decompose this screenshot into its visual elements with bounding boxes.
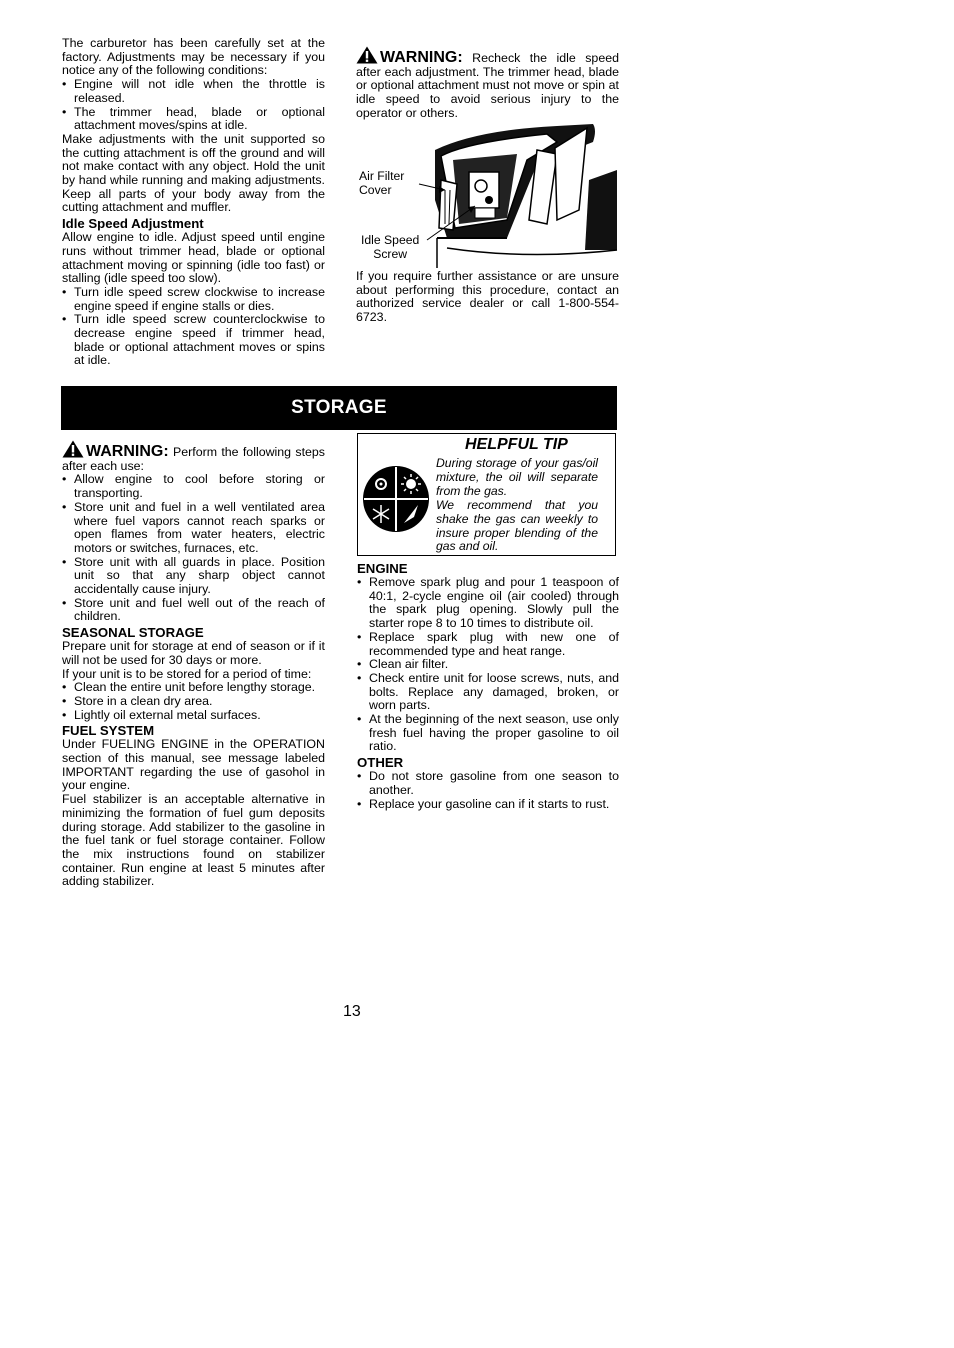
helpful-tip-box <box>357 433 616 556</box>
list-item: • Store unit and fuel in a well ventilated area where fuel vapors cannot reach sparks or open flames from water heaters, electric motors or switches, furnaces, etc. <box>62 501 325 556</box>
adjust-note: Make adjustments with the unit supported so the cutting attachment is off the ground and will not make contact with any object. Hold the unit by hand while running and making adjustments. Keep all parts of your body away from the cutting attachment and muffler. <box>62 131 325 215</box>
idle-steps-list <box>62 286 325 368</box>
idle-speed-text: Allow engine to idle. Adjust speed until engine runs without trimmer head, blade or optional attachment moving or spinning (idle too fast) or stalling (idle speed too slow). <box>62 230 325 286</box>
helpful-tip-title: HELPFUL TIP <box>465 436 568 453</box>
air-filter-label <box>359 170 404 197</box>
storage-warning <box>62 440 325 473</box>
assistance-block <box>356 270 619 325</box>
label-line: Screw <box>373 246 408 261</box>
label-line: Idle Speed <box>361 233 420 247</box>
list-item: • At the beginning of the next season, use only fresh fuel having the proper gasoline to oil ratio. <box>357 713 619 754</box>
idle-speed-heading: Idle Speed Adjustment <box>62 216 204 232</box>
warning-label: WARNING: <box>86 443 169 460</box>
list-item: • Allow engine to cool before storing or transporting. <box>62 473 325 500</box>
warning-triangle-icon <box>356 46 378 64</box>
label-line: Air Filter <box>359 169 405 183</box>
list-item: • Check entire unit for loose screws, nuts, and bolts. Replace any damaged, broken, or worn parts. <box>357 672 619 713</box>
seasonal-storage-heading: SEASONAL STORAGE <box>62 625 204 641</box>
carburetor-figure <box>357 120 619 268</box>
list-item: • Clean air filter. <box>357 658 619 672</box>
other-heading: OTHER <box>357 755 404 771</box>
helpful-tip-text <box>436 457 598 554</box>
engine-heading: ENGINE <box>357 561 408 576</box>
seasonal-steps-list <box>62 681 325 722</box>
warning-label: WARNING: <box>380 49 463 66</box>
label-line: Cover <box>359 182 392 197</box>
four-seasons-icon <box>362 465 430 533</box>
other-steps-list <box>357 770 619 811</box>
list-item: • Engine will not idle when the throttle is released. <box>62 78 325 105</box>
list-item: • Replace your gasoline can if it starts to rust. <box>357 798 619 812</box>
list-item: • Remove spark plug and pour 1 teaspoon of 40:1, 2-cycle engine oil (air cooled) through the spark plug opening. Slowly pull the starter rope 8 to 10 times to distribute oil. <box>357 576 619 631</box>
warning-steps-list <box>62 473 325 624</box>
warning-text: Recheck the idle speed after each adjustment. The trimmer head, blade or optional attachment must not move or spin at idle speed to avoid serious injury to the operator or others. <box>356 51 619 120</box>
storage-right-column <box>357 560 619 811</box>
carburetor-intro: The carburetor has been carefully set at the factory. Adjustments may be necessary if you notice any of the following conditions: <box>62 36 325 78</box>
list-item: • Turn idle speed screw counterclockwise to decrease engine speed if trimmer head, blade or optional attachment moves or spins at idle. <box>62 313 325 368</box>
right-top-column <box>356 46 619 121</box>
warning-triangle-icon <box>62 440 84 458</box>
list-item: • Lightly oil external metal surfaces. <box>62 709 325 723</box>
fuel-p2: Fuel stabilizer is an acceptable alternative in minimizing the formation of fuel gum deposits during storage. Add stabilizer to the gasoline in the fuel tank or fuel storage container. Follow the mix instructions found on stabilizer container. Run engine at least 5 minutes after adding stabilizer. <box>62 792 325 889</box>
page-number: 13 <box>343 1003 361 1020</box>
idle-speed-screw-label <box>361 234 419 261</box>
list-item: • Turn idle speed screw clockwise to increase engine speed if engine stalls or dies. <box>62 286 325 313</box>
list-item: • Clean the entire unit before lengthy storage. <box>62 681 325 695</box>
assistance-text: If you require further assistance or are unsure about performing this procedure, contact an authorized service dealer or call 1-800-554-6723. <box>356 269 619 325</box>
seasonal-p2: If your unit is to be stored for a period of time: <box>62 666 312 681</box>
engine-steps-list <box>357 576 619 754</box>
warning-text: Perform the following steps after each use: <box>62 445 325 473</box>
list-item: • Store unit with all guards in place. Position unit so that any sharp object cannot accidentally cause injury. <box>62 556 325 597</box>
storage-banner: STORAGE <box>61 386 617 430</box>
list-item: • Store unit and fuel well out of the reach of children. <box>62 597 325 624</box>
left-top-column <box>62 37 325 368</box>
tip-text-2: We recommend that you shake the gas can weekly to insure proper blending of the gas and oil. <box>436 497 598 554</box>
idle-warning <box>356 46 619 121</box>
list-item: • Do not store gasoline from one season to another. <box>357 770 619 797</box>
seasonal-p1: Prepare unit for storage at end of season or if it will not be used for 30 days or more. <box>62 639 325 667</box>
list-item: • Store in a clean dry area. <box>62 695 325 709</box>
fuel-p1: Under FUELING ENGINE in the OPERATION section of this manual, see message labeled IMPORTANT regarding the use of gasohol in your engine. <box>62 737 325 793</box>
storage-left-column <box>62 440 325 889</box>
fuel-system-heading: FUEL SYSTEM <box>62 723 155 739</box>
tip-text-1: During storage of your gas/oil mixture, the oil will separate from the gas. <box>436 456 598 498</box>
list-item: • The trimmer head, blade or optional attachment moves/spins at idle. <box>62 106 325 133</box>
conditions-list <box>62 78 325 133</box>
list-item: • Replace spark plug with new one of recommended type and heat range. <box>357 631 619 658</box>
